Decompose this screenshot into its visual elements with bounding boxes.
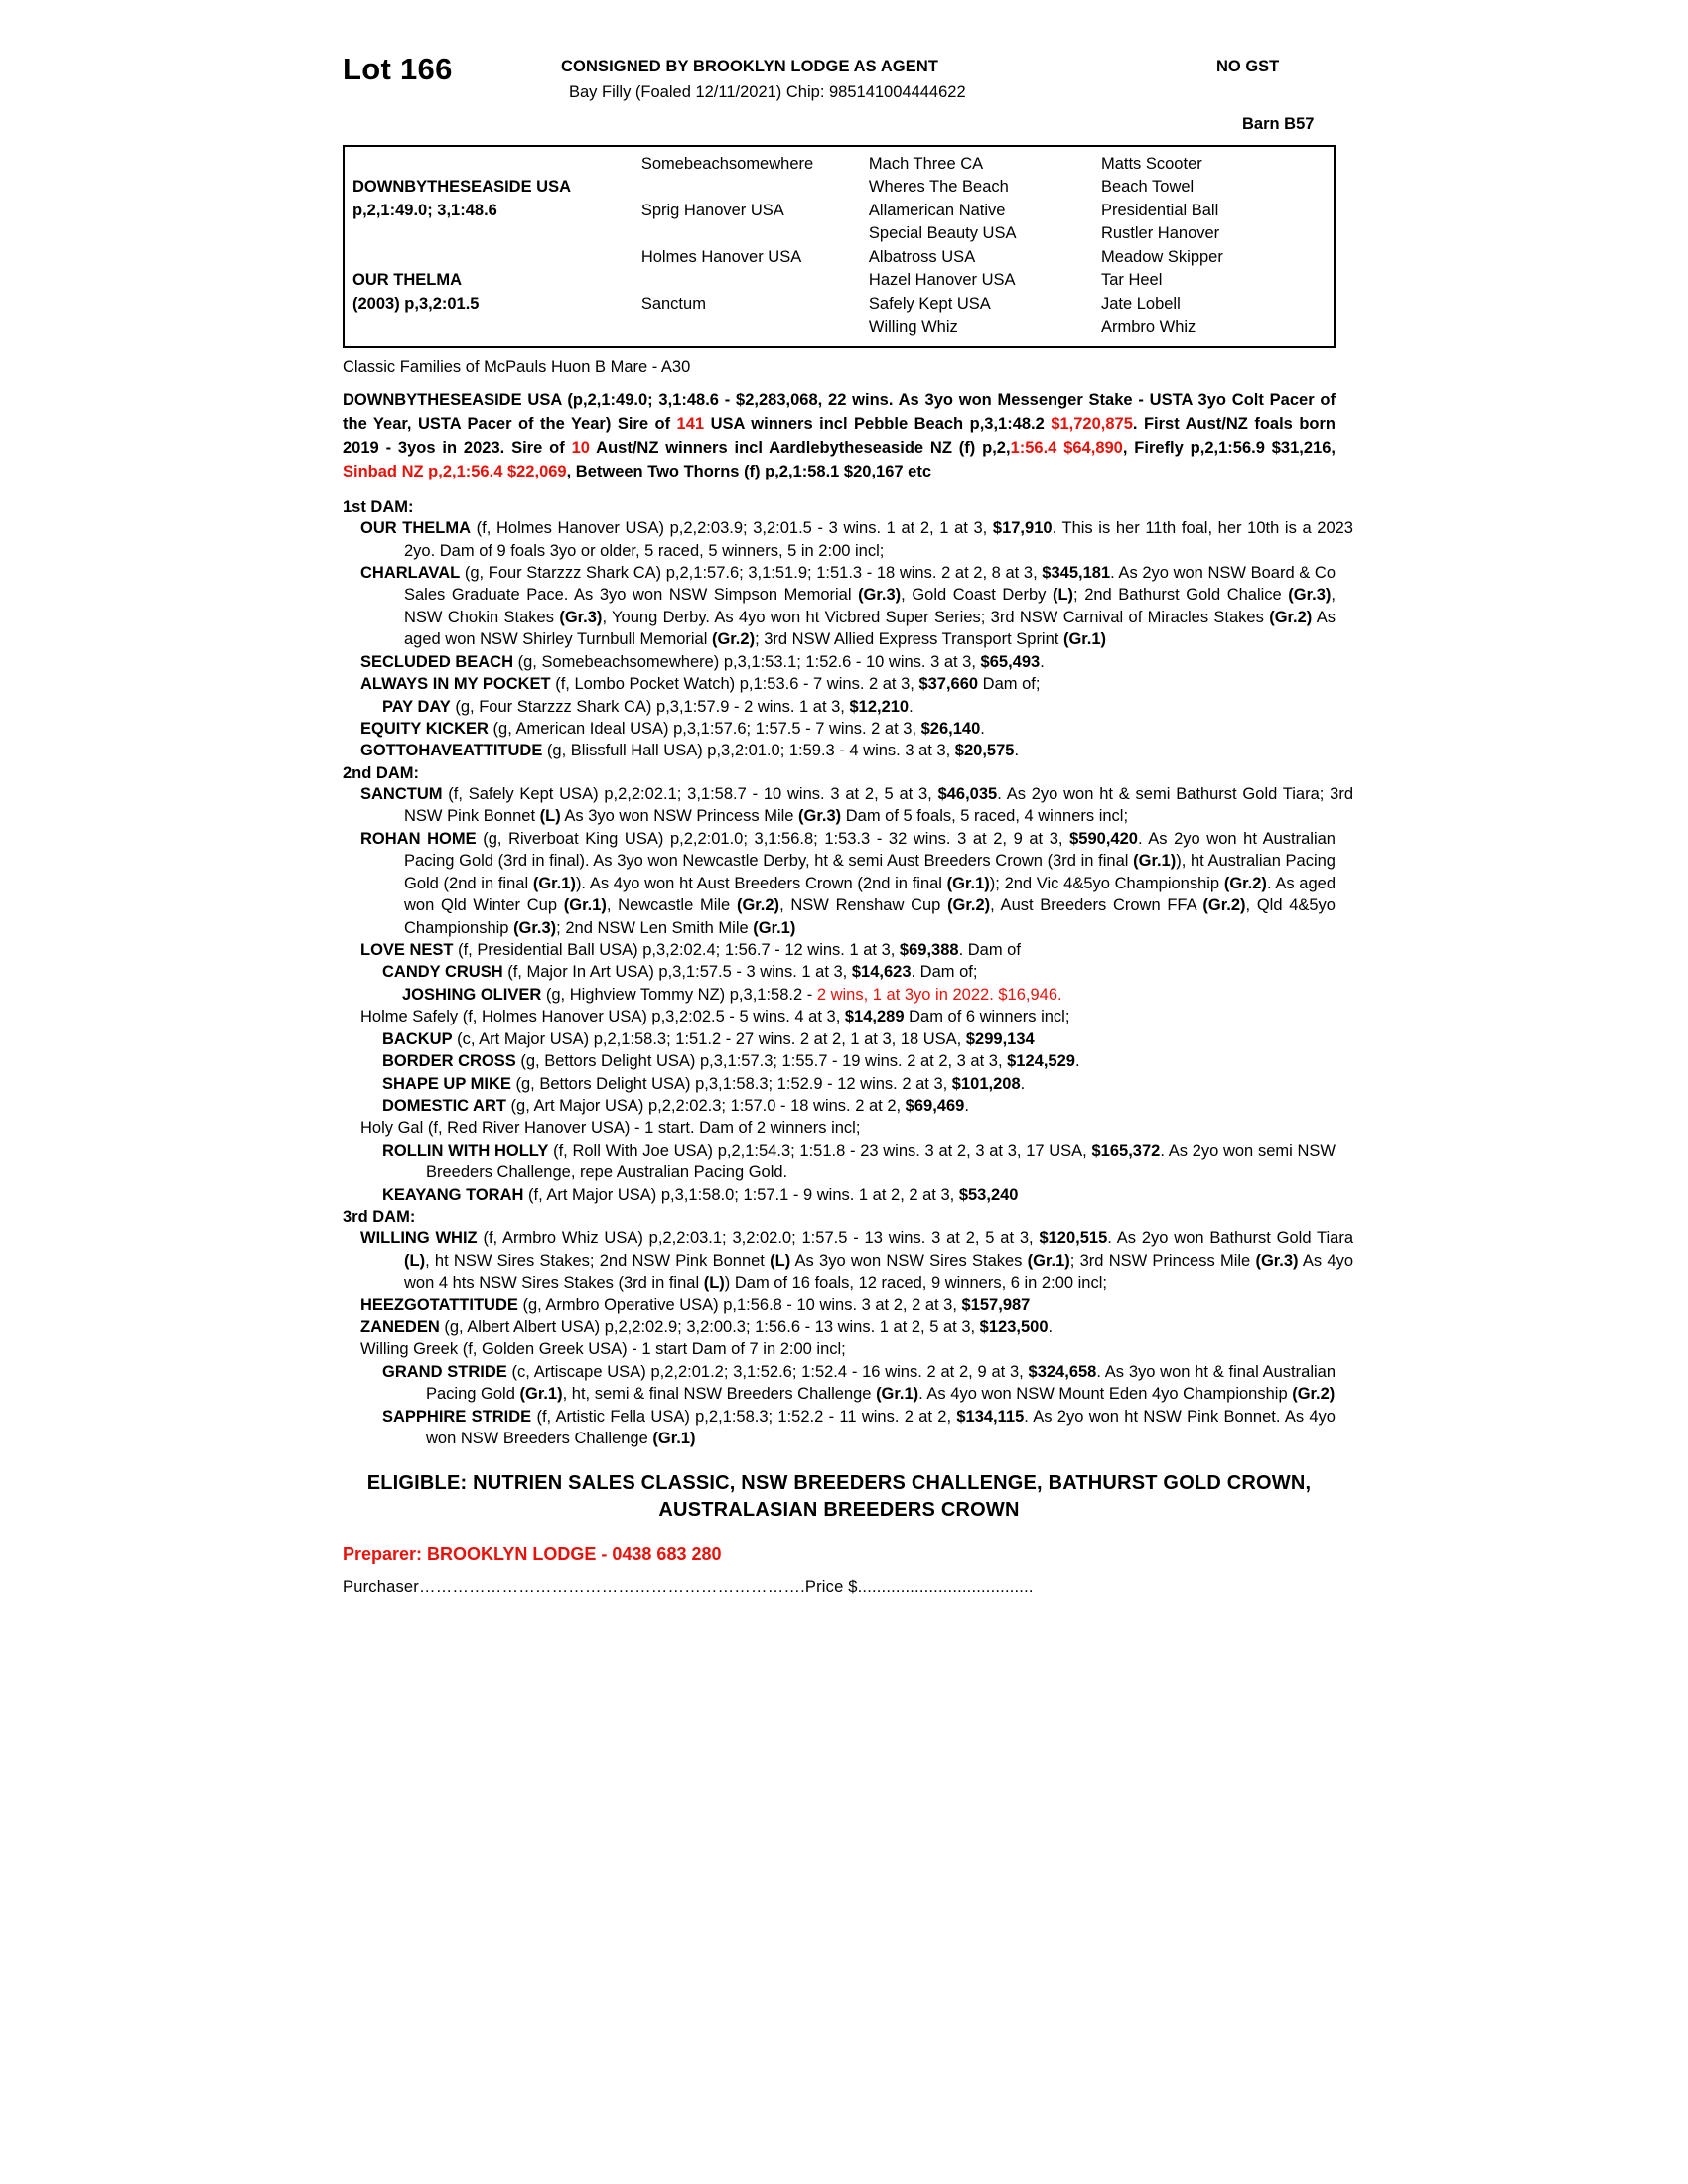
pedigree-row [345, 176, 1334, 199]
pedigree-entry-detail: (g, Blissfull Hall USA) p,3,2:01.0; 1:59.3 - 4 wins. 3 at 3, $20,575. [542, 742, 1020, 760]
pedigree-entry-name: OUR THELMA [360, 519, 472, 538]
pedigree-entry-text [343, 961, 1336, 983]
pedigree-entry-detail: (f, Red River Hanover USA) - 1 start. Dam of 2 winners incl; [423, 1119, 861, 1138]
pedigree-cell-gen4: Jate Lobell [1100, 294, 1181, 313]
pedigree-entry-detail: (g, Art Major USA) p,2,2:02.3; 1:57.0 - 18 wins. 2 at 2, $69,469. [505, 1097, 969, 1115]
pedigree-entry-name: Willing Greek [360, 1340, 459, 1359]
pedigree-entry-detail: (f, Roll With Joe USA) p,2,1:54.3; 1:51.8 - 23 wins. 3 at 2, 3 at 3, 17 USA, $165,372. As 2yo won semi NSW Breeders Challenge, repe Australian Pacing Gold. [426, 1141, 1336, 1182]
pedigree-entry [343, 828, 1336, 939]
pedigree-cell-gen2 [641, 269, 869, 292]
pedigree-entry-detail: (g, Riverboat King USA) p,2,2:01.0; 3,1:56.8; 1:53.3 - 32 wins. 3 at 2, 9 at 3, $590,420. As 2yo won ht Australian Pacing Gold (3rd in final). As 3yo won Newcastle Derby, ht & semi Aust Breeders Crown (3rd in final (Gr.1)), ht Australian Pacing Gold (2nd in final (Gr.1)). As 4yo won ht Aust Breeders Crown (2nd in final (Gr.1)); 2nd Vic 4&5yo Championship (Gr.2). As aged won Qld Winter Cup (Gr.1), Newcastle Mile (Gr.2), NSW Renshaw Cup (Gr.2), Aust Breeders Crown FFA (Gr.2), Qld 4&5yo Championship (Gr.3); 2nd NSW Len Smith Mile (Gr.1) [404, 829, 1336, 937]
pedigree-entry-detail: (g, Four Starzzz Shark CA) p,2,1:57.6; 3,1:51.9; 1:51.3 - 18 wins. 2 at 2, 8 at 3, $345,181. As 2yo won NSW Board & Co Sales Graduate Pace. As 3yo won NSW Simpson Memorial (Gr.3), Gold Coast Derby (L); 2nd Bathurst Gold Chalice (Gr.3), NSW Chokin Stakes (Gr.3), Young Derby. As 4yo won ht Vicbred Super Series; 3rd NSW Carnival of Miracles Stakes (Gr.2) As aged won NSW Shirley Turnbull Memorial (Gr.2); 3rd NSW Allied Express Transport Sprint (Gr.1) [404, 563, 1336, 649]
pedigree-cell-gen4: Beach Towel [1100, 178, 1195, 197]
pedigree-entry [343, 1227, 1353, 1294]
pedigree-cell-gen1: p,2,1:49.0; 3,1:48.6 [352, 201, 497, 219]
sire-text: USA winners incl Pebble Beach p,3,1:48.2 [704, 415, 1052, 434]
pedigree-cell-gen2: Sprig Hanover USA [640, 201, 784, 219]
pedigree-entry-detail: (f, Golden Greek USA) - 1 start Dam of 7 in 2:00 incl; [458, 1340, 846, 1359]
pedigree-entry [343, 1316, 1336, 1338]
pedigree-entry [343, 562, 1336, 651]
pedigree-cell-gen2: Holmes Hanover USA [640, 247, 802, 266]
pedigree-entry-name: GOTTOHAVEATTITUDE [360, 742, 543, 760]
pedigree-entry-text [343, 562, 1336, 651]
pedigree-entry [343, 1073, 1336, 1095]
pedigree-entry-name: Holy Gal [360, 1119, 424, 1138]
pedigree-entry-text [343, 1140, 1336, 1184]
pedigree-entry-text [343, 939, 1336, 961]
pedigree-entry-detail: (f, Major In Art USA) p,3,1:57.5 - 3 wins. 1 at 3, $14,623. Dam of; [502, 963, 978, 982]
dam-heading: 1st DAM: [343, 498, 414, 517]
pedigree-entry-name: ALWAYS IN MY POCKET [360, 675, 551, 694]
pedigree-row [345, 222, 1334, 245]
preparer-line: Preparer: BROOKLYN LODGE - 0438 683 280 [343, 1543, 722, 1564]
pedigree-cell-gen4: Rustler Hanover [1100, 224, 1220, 243]
pedigree-entry-name: HEEZGOTATTITUDE [360, 1296, 518, 1314]
pedigree-entry [343, 718, 1336, 740]
pedigree-entry-detail: (g, Bettors Delight USA) p,3,1:58.3; 1:52.9 - 12 wins. 2 at 3, $101,208. [510, 1074, 1026, 1093]
pedigree-row [345, 246, 1334, 269]
pedigree-entry [343, 1140, 1336, 1184]
eligible-note: ELIGIBLE: NUTRIEN SALES CLASSIC, NSW BREEDERS CHALLENGE, BATHURST GOLD CROWN, AUSTRALASIAN BREEDERS CROWN [366, 1471, 1312, 1521]
pedigree-entry [343, 1028, 1336, 1050]
pedigree-cell-gen4: Presidential Ball [1100, 201, 1219, 219]
pedigree-cell-gen2 [641, 222, 869, 245]
pedigree-entry-text [343, 1316, 1336, 1338]
pedigree-entry-detail: (g, Highview Tommy NZ) p,3,1:58.2 - [541, 985, 817, 1004]
pedigree-entry-name: ROHAN HOME [360, 829, 477, 848]
pedigree-entry [343, 740, 1336, 761]
pedigree-cell-gen3: Safely Kept USA [868, 294, 991, 313]
pedigree-entry [343, 696, 1336, 718]
sire-highlight: 141 [676, 415, 705, 434]
pedigree-entry-name: CANDY CRUSH [382, 963, 503, 982]
pedigree-entry-detail: (c, Art Major USA) p,2,1:58.3; 1:51.2 - 27 wins. 2 at 2, 1 at 3, 18 USA, $299,134 [452, 1029, 1035, 1048]
pedigree-entry-text [343, 1361, 1336, 1406]
pedigree-cell-gen1 [345, 153, 641, 176]
pedigree-entry-name: JOSHING OLIVER [402, 985, 542, 1004]
pedigree-entry-text [360, 783, 1353, 828]
pedigree-entry-text [343, 1406, 1336, 1450]
pedigree-entry-name: DOMESTIC ART [382, 1097, 506, 1115]
pedigree-entry-detail: (f, Presidential Ball USA) p,3,2:02.4; 1:56.7 - 12 wins. 1 at 3, $69,388. Dam of [453, 940, 1021, 959]
barn-label: Barn B57 [1242, 115, 1315, 133]
pedigree-entry-name: Holme Safely [360, 1008, 459, 1026]
lot-number: Lot 166 [343, 52, 453, 86]
pedigree-cell-gen3: Wheres The Beach [868, 178, 1009, 197]
pedigree-entry-text [343, 1073, 1336, 1095]
pedigree-entry-text [343, 1028, 1336, 1050]
pedigree-cell-gen2: Somebeachsomewhere [640, 155, 814, 173]
pedigree-cell-gen1: DOWNBYTHESEASIDE USA [352, 178, 572, 197]
sire-highlight: 10 [571, 439, 590, 458]
pedigree-entry [343, 939, 1336, 961]
sire-text: Aust/NZ winners incl Aardlebytheseaside NZ (f) p,2, [589, 439, 1011, 458]
pedigree-entry-text [343, 1095, 1336, 1117]
pedigree-entry-name: WILLING WHIZ [360, 1229, 478, 1248]
pedigree-entry-text [343, 828, 1336, 939]
pedigree-entry [343, 1006, 1336, 1027]
pedigree-entry-highlight: 2 wins, 1 at 3yo in 2022. $16,946. [816, 985, 1062, 1004]
consignor-line: CONSIGNED BY BROOKLYN LODGE AS AGENT [561, 58, 939, 75]
sire-text: . First Aust/NZ foals born 2019 - 3yos in 2023. Sire of [343, 415, 1336, 458]
pedigree-entry-text [343, 1117, 1336, 1139]
gst-note: NO GST [1216, 58, 1280, 75]
pedigree-entry [343, 517, 1353, 562]
sire-summary [343, 389, 1336, 484]
pedigree-entry-name: GRAND STRIDE [382, 1362, 507, 1381]
pedigree-entry-detail: (f, Safely Kept USA) p,2,2:02.1; 3,1:58.7 - 10 wins. 3 at 2, 5 at 3, $46,035. As 2yo won ht & semi Bathurst Gold Tiara; 3rd NSW Pink Bonnet (L) As 3yo won NSW Princess Mile (Gr.3) Dam of 5 foals, 5 raced, 4 winners incl; [404, 784, 1353, 826]
sire-text: , Between Two Thorns (f) p,2,1:58.1 $20,167 etc [566, 463, 932, 481]
sire-highlight: $1,720,875 [1051, 415, 1133, 434]
pedigree-entry [343, 1095, 1336, 1117]
pedigree-entry [343, 1361, 1336, 1406]
pedigree-cell-gen4: Armbro Whiz [1100, 317, 1196, 336]
pedigree-cell-gen4: Meadow Skipper [1100, 247, 1223, 266]
pedigree-entry [343, 1295, 1336, 1316]
pedigree-entry-name: ROLLIN WITH HOLLY [382, 1141, 549, 1160]
pedigree-cell-gen1 [345, 246, 641, 269]
pedigree-cell-gen2 [641, 316, 869, 339]
dam-heading: 2nd DAM: [343, 763, 419, 782]
pedigree-entry-name: ZANEDEN [360, 1317, 440, 1336]
sire-text: , Firefly p,2,1:56.9 $31,216, [1122, 439, 1336, 458]
pedigree-cell-gen4: Matts Scooter [1100, 155, 1202, 173]
subject-line: Bay Filly (Foaled 12/11/2021) Chip: 985141004444622 [569, 83, 966, 101]
pedigree-entry-text [343, 1295, 1336, 1316]
pedigree-row [345, 316, 1334, 339]
pedigree-entry-detail: (f, Holmes Hanover USA) p,3,2:02.5 - 5 wins. 4 at 3, $14,289 Dam of 6 winners incl; [458, 1008, 1070, 1026]
pedigree-entry-name: PAY DAY [382, 697, 451, 716]
pedigree-entry-text [343, 718, 1336, 740]
classic-families: Classic Families of McPauls Huon B Mare - A30 [343, 358, 691, 377]
pedigree-entry [343, 783, 1353, 828]
pedigree-entry-detail: (g, American Ideal USA) p,3,1:57.6; 1:57.5 - 7 wins. 2 at 3, $26,140. [488, 720, 985, 738]
pedigree-entry-detail: (f, Armbro Whiz USA) p,2,2:03.1; 3,2:02.0; 1:57.5 - 13 wins. 3 at 2, 5 at 3, $120,515. As 2yo won Bathurst Gold Tiara (L), ht NSW Sires Stakes; 2nd NSW Pink Bonnet (L) As 3yo won NSW Sires Stakes (Gr.1); 3rd NSW Princess Mile (Gr.3) As 4yo won 4 hts NSW Sires Stakes (3rd in final (L)) Dam of 16 foals, 12 raced, 9 winners, 6 in 2:00 incl; [404, 1229, 1353, 1293]
pedigree-cell-gen1 [345, 222, 641, 245]
pedigree-cell-gen1: (2003) p,3,2:01.5 [352, 294, 480, 313]
pedigree-entry-detail: (g, Bettors Delight USA) p,3,1:57.3; 1:55.7 - 19 wins. 2 at 2, 3 at 3, $124,529. [515, 1052, 1080, 1071]
pedigree-cell-gen2: Sanctum [640, 294, 706, 313]
pedigree-entry-name: BACKUP [382, 1029, 453, 1048]
pedigree-row [345, 293, 1334, 316]
pedigree-cell-gen3: Allamerican Native [868, 201, 1006, 219]
pedigree-entry-name: KEAYANG TORAH [382, 1185, 524, 1204]
pedigree-entry-text [343, 1006, 1336, 1027]
pedigree-entry-detail: (g, Four Starzzz Shark CA) p,3,1:57.9 - 2 wins. 1 at 3, $12,210. [450, 697, 914, 716]
pedigree-entry-text [343, 673, 1336, 695]
pedigree-entry [343, 1050, 1336, 1072]
pedigree-table [343, 145, 1336, 348]
pedigree-entry-text [343, 696, 1336, 718]
pedigree-entry-name: CHARLAVAL [360, 563, 461, 582]
sire-highlight: Sinbad NZ p,2,1:56.4 $22,069 [343, 463, 567, 481]
pedigree-entry-text [343, 1338, 1336, 1360]
pedigree-cell-gen1: OUR THELMA [352, 271, 462, 290]
pedigree-entry-name: SHAPE UP MIKE [382, 1074, 511, 1093]
pedigree-entry-name: SECLUDED BEACH [360, 652, 514, 671]
pedigree-cell-gen3: Willing Whiz [868, 317, 958, 336]
pedigree-entry [343, 673, 1336, 695]
pedigree-cell-gen1 [345, 316, 641, 339]
sire-text: DOWNBYTHESEASIDE USA (p,2,1:49.0; 3,1:48.6 - $2,283,068, 22 wins. As 3yo won Messenger Stake - USTA 3yo Colt Pacer of the Year, USTA Pacer of the Year) Sire of [343, 391, 1336, 434]
pedigree-entry [343, 1406, 1336, 1450]
pedigree-entry [343, 984, 1336, 1006]
pedigree-cell-gen3: Albatross USA [868, 247, 976, 266]
pedigree-entry-text [343, 651, 1336, 673]
pedigree-cell-gen4: Tar Heel [1100, 271, 1163, 290]
pedigree-entry [343, 1338, 1336, 1360]
pedigree-entry-detail: (f, Artistic Fella USA) p,2,1:58.3; 1:52.2 - 11 wins. 2 at 2, $134,115. As 2yo won ht NSW Pink Bonnet. As 4yo won NSW Breeders Challenge (Gr.1) [426, 1407, 1336, 1448]
pedigree-entry-detail: (g, Armbro Operative USA) p,1:56.8 - 10 wins. 3 at 2, 2 at 3, $157,987 [517, 1296, 1031, 1314]
dam-heading: 3rd DAM: [343, 1208, 416, 1227]
pedigree-entry-detail: (f, Lombo Pocket Watch) p,1:53.6 - 7 wins. 2 at 3, $37,660 Dam of; [550, 675, 1041, 694]
pedigree-entry-detail: (g, Somebeachsomewhere) p,3,1:53.1; 1:52.6 - 10 wins. 3 at 3, $65,493. [513, 652, 1045, 671]
pedigree-entry-name: BORDER CROSS [382, 1052, 516, 1071]
pedigree-row [345, 153, 1334, 176]
pedigree-entry-text [343, 1184, 1336, 1206]
pedigree-row [345, 200, 1334, 222]
dam-sections [343, 498, 1589, 1450]
pedigree-entry-name: EQUITY KICKER [360, 720, 489, 738]
pedigree-cell-gen2 [641, 176, 869, 199]
page-header [343, 40, 1589, 139]
purchaser-line: Purchaser…………………………………………………………….Price $..................................... [343, 1577, 1034, 1596]
pedigree-entry-text [343, 740, 1336, 761]
pedigree-entry-detail: (f, Holmes Hanover USA) p,2,2:03.9; 3,2:01.5 - 3 wins. 1 at 2, 1 at 3, $17,910. This is her 11th foal, her 10th is a 2023 2yo. Dam of 9 foals 3yo or older, 5 raced, 5 winners, 5 in 2:00 incl; [404, 519, 1353, 560]
pedigree-entry [343, 1117, 1336, 1139]
pedigree-entry-name: LOVE NEST [360, 940, 454, 959]
pedigree-entry-detail: (g, Albert Albert USA) p,2,2:02.9; 3,2:00.3; 1:56.6 - 13 wins. 1 at 2, 5 at 3, $123,500. [439, 1317, 1054, 1336]
pedigree-entry [343, 961, 1336, 983]
pedigree-entry-name: SANCTUM [360, 784, 443, 803]
pedigree-cell-gen3: Special Beauty USA [868, 224, 1017, 243]
pedigree-entry-detail: (f, Art Major USA) p,3,1:58.0; 1:57.1 - 9 wins. 1 at 2, 2 at 3, $53,240 [523, 1185, 1019, 1204]
pedigree-entry-text [360, 1227, 1353, 1294]
pedigree-row [345, 269, 1334, 292]
pedigree-entry-text [343, 984, 1336, 1006]
pedigree-entry-name: SAPPHIRE STRIDE [382, 1407, 532, 1426]
sire-highlight: 1:56.4 $64,890 [1010, 439, 1123, 458]
pedigree-cell-gen3: Hazel Hanover USA [868, 271, 1016, 290]
pedigree-entry-detail: (c, Artiscape USA) p,2,2:01.2; 3,1:52.6; 1:52.4 - 16 wins. 2 at 2, 9 at 3, $324,658. As 3yo won ht & final Australian Pacing Gold (Gr.1), ht, semi & final NSW Breeders Challenge (Gr.1). As 4yo won NSW Mount Eden 4yo Championship (Gr.2) [426, 1362, 1336, 1404]
pedigree-entry-text [343, 1050, 1336, 1072]
pedigree-entry-text [360, 517, 1353, 562]
pedigree-entry [343, 1184, 1336, 1206]
pedigree-entry [343, 651, 1336, 673]
pedigree-cell-gen3: Mach Three CA [868, 155, 984, 173]
